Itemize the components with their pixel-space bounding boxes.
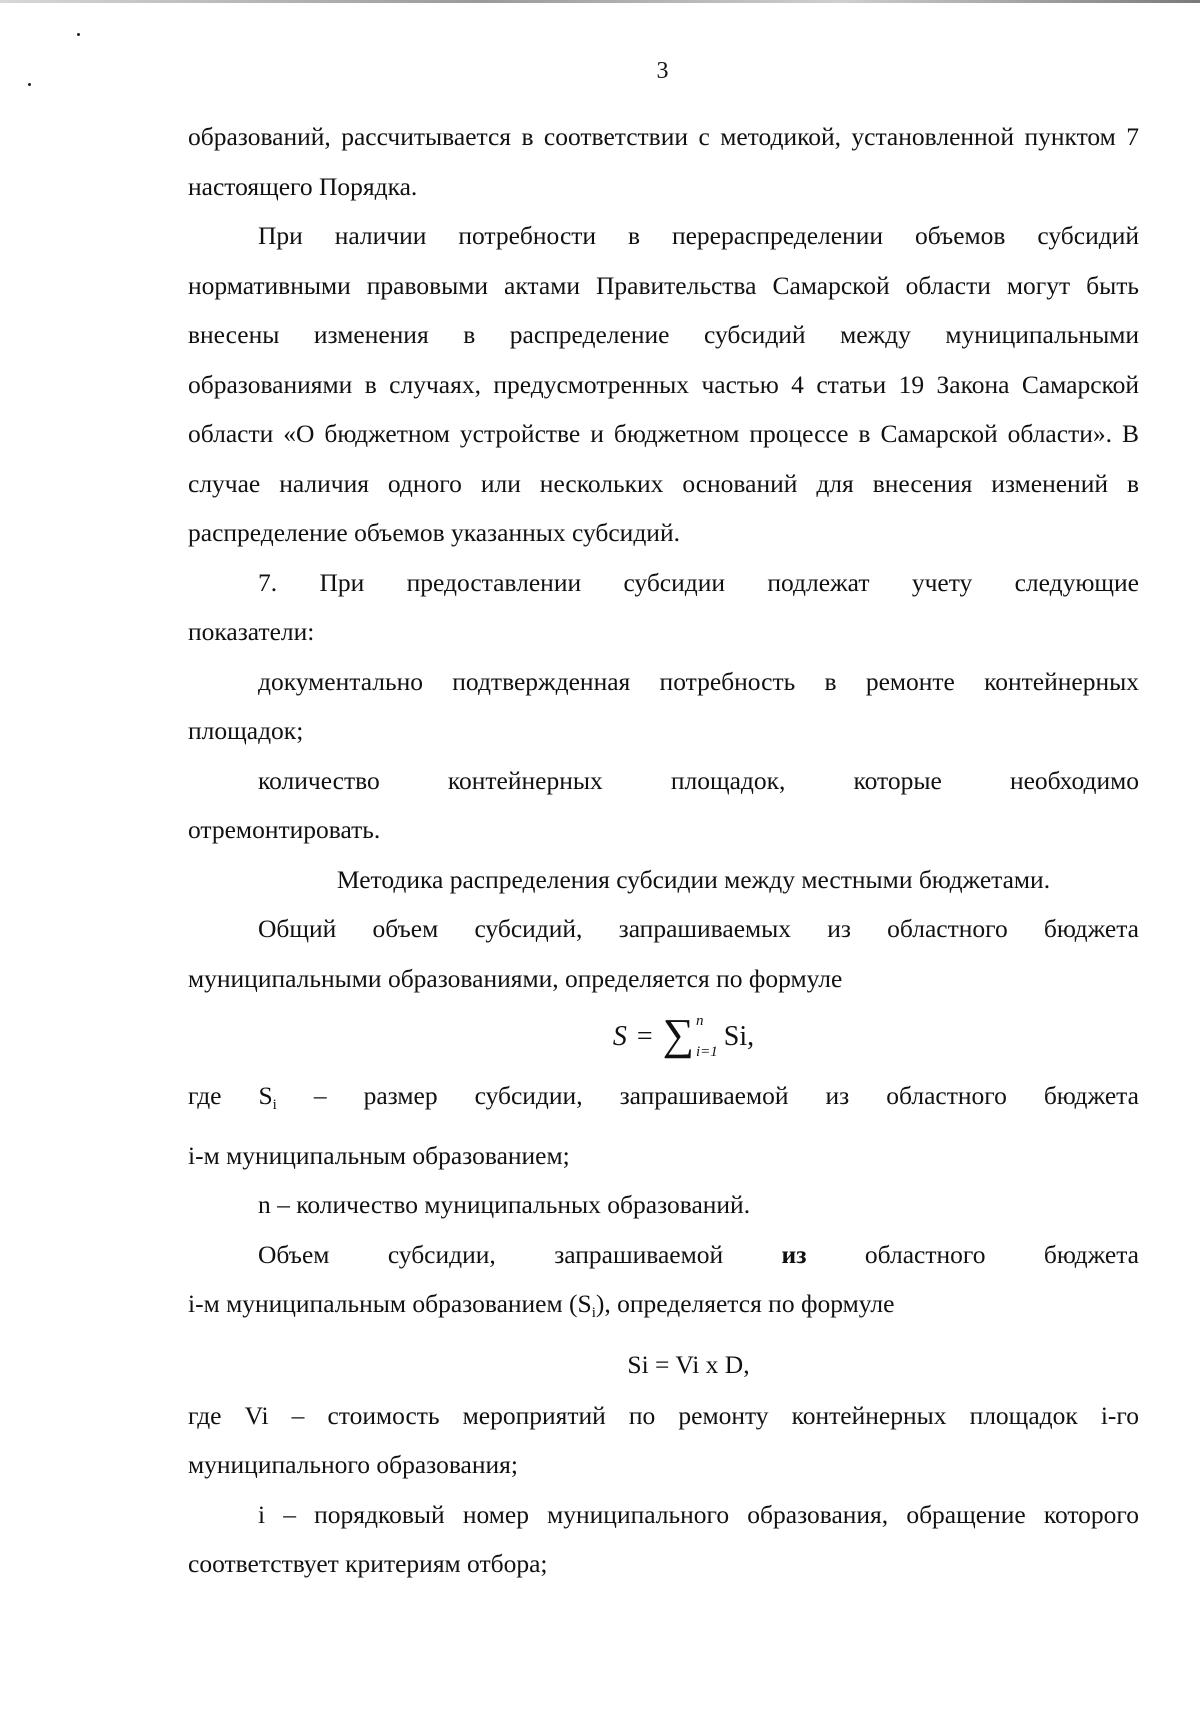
word: Объем [258,1239,330,1269]
word: из [781,1239,807,1269]
word: количество [258,765,380,795]
paragraph: Общий объем субсидий, запрашиваемых из областного бюджета муниципальными образованиями, определяется по формуле [188,914,1139,993]
word: контейнерных [447,765,603,795]
paragraph-first-line [188,1230,1139,1280]
section-title: Методика распределения субсидии между местными бюджетами. [336,864,1051,894]
sum-operator [662,1010,718,1060]
subscript: i [272,1097,277,1113]
word: учету [911,567,973,597]
paragraph: i – порядковый номер муниципального образования, обращение которого соответствует критериям отбора; [188,1499,1139,1578]
paragraph-continuation: i-м муниципальным образованием; [188,1140,570,1170]
paragraph-first-line [188,1071,1139,1131]
word: субсидии [623,567,726,597]
formula-equals: = [636,1021,653,1052]
word: запрашиваемой [619,1081,789,1110]
word: необходимо [1009,765,1139,795]
paragraph-first-line [188,756,1139,806]
sum-lower-limit: i=1 [696,1044,718,1060]
sum-upper-limit: n [696,1013,704,1029]
scan-edge [0,0,1200,3]
word: подлежат [767,567,870,597]
paragraph: образований, рассчитывается в соответствии с методикой, установленной пунктом 7 настоящего Порядка. [188,122,1139,201]
paragraph: документально подтвержденная потребность в ремонте контейнерных площадок; [188,666,1139,745]
word: S [258,1081,273,1110]
sum-limits [696,1014,718,1060]
word: бюджета [1043,1239,1139,1269]
formula-lhs: S [612,1021,627,1052]
word: запрашиваемой [554,1239,724,1269]
text-part: ), определяется по формуле [595,1289,895,1318]
word: которые [853,765,942,795]
text-part: i-м муниципальным образованием (S [188,1289,592,1318]
word: – [313,1081,327,1110]
word: субсидии, [474,1081,583,1110]
word-with-subscript [258,1071,276,1131]
paragraph-continuation: показатели: [188,617,315,646]
word: где [188,1081,222,1110]
scan-speck [77,33,80,36]
word: предоставлении [406,567,582,597]
paragraph-item-7-first-line [188,558,1139,608]
sigma-symbol: ∑ [662,1010,694,1059]
document-body [188,112,1139,1589]
paragraph: При наличии потребности в перераспределении объемов субсидий нормативными правовыми актами Правительства Самарской области могут быть внесены изменения в распределение субсидий между муниципальными образованиями в случаях, предусмотренных частью 4 статьи 19 Закона Самарской области «О бюджетном устройстве и бюджетном процессе в Самарской области». В случае наличия одного или нескольких оснований для внесения изменений в распределение объемов указанных субсидий. [188,221,1139,547]
word: субсидии, [387,1239,496,1269]
paragraph-continuation [188,1279,1139,1339]
word: размер [363,1081,438,1110]
subscript: i [591,1305,596,1321]
formula-total-subsidy [188,1003,1139,1071]
page-number: 3 [656,58,669,84]
word: площадок, [670,765,786,795]
word: следующие [1014,567,1139,597]
word: из [825,1081,850,1110]
paragraph: где Vi – стоимость мероприятий по ремонту контейнерных площадок i-го муниципального образования; [188,1400,1139,1479]
paragraph: n – количество муниципальных образований. [258,1190,751,1219]
formula-rhs: Si, [723,1021,755,1052]
word: 7. [258,567,278,597]
word: бюджета [1043,1081,1139,1110]
word: областного [864,1239,986,1269]
word: областного [886,1081,1007,1110]
paragraph-continuation: отремонтировать. [188,815,381,844]
formula-subsidy-per-municipality: Si = Vi x D, [627,1349,750,1379]
word: При [319,567,365,597]
